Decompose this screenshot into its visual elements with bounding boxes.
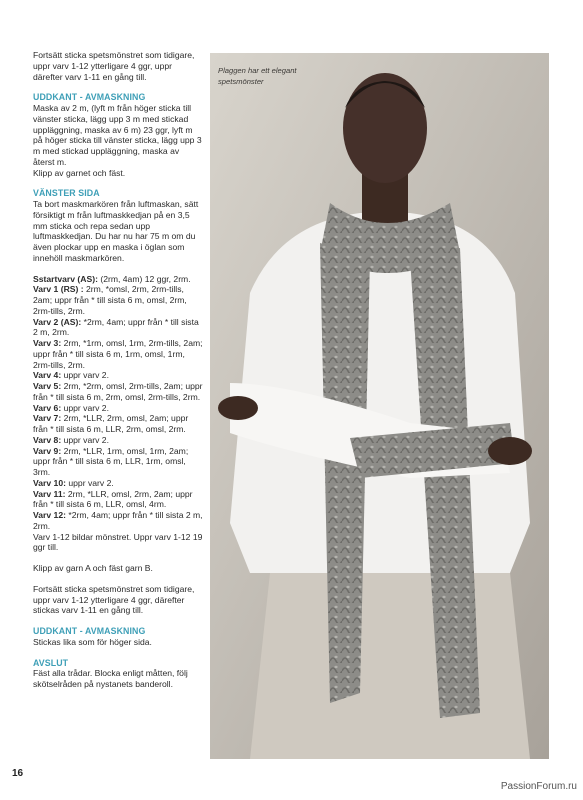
row-label: Varv 4: — [33, 370, 62, 381]
row-text: *2rm, 4am; uppr från * till sista 2 m, 2rm. — [33, 316, 199, 338]
row-instruction — [33, 317, 203, 339]
left-side-paragraph: Ta bort maskmarkören från luftmaskan, sätt försiktigt m från luftmaskkedjan på en 3,5 mm sticka och repa sedan upp luftmaskkedjan. Du har nu har 75 m om du även plockar upp en maska i öglan som innehöll maskmarkören. — [33, 199, 199, 263]
row-label: Varv 12: — [33, 510, 66, 520]
row-text: uppr varv 2. — [65, 477, 114, 488]
row-text: 2rm, *omsl, 2rm, 2rm-tills, 2am; uppr från * till sista 6 m, omsl, 2rm, 2rm-tills, 2rm. — [33, 284, 187, 316]
row-label: Sstartvarv (AS): — [33, 273, 98, 284]
row-text: uppr varv 2. — [61, 434, 109, 445]
row-label: Varv 8: — [33, 434, 62, 445]
row-instruction — [33, 338, 203, 370]
row-text: uppr varv 2. — [61, 370, 109, 381]
edging-paragraph: Maska av 2 m, (lyft m från höger sticka till vänster sticka, lägg upp 3 m med stickad uppläggning, maska av 6 m) 23 ggr, lyft m på höger sticka till vänster sticka, lägg upp 3 m med stickad uppläggning, maska av återst m. — [33, 103, 202, 167]
edging-2-paragraph: Stickas lika som för höger sida. — [33, 636, 152, 647]
row-label: Varv 10: — [33, 477, 66, 488]
yarn-change-paragraph: Klipp av garn A och fäst garn B. — [33, 563, 153, 573]
row-instruction — [33, 274, 203, 285]
finish-paragraph: Fäst alla trådar. Blocka enligt måtten, följ skötselråden på nystanets banderoll. — [33, 668, 188, 689]
row-instruction — [33, 413, 203, 435]
row-label: Varv 7: — [33, 413, 62, 424]
row-instruction — [33, 478, 203, 489]
row-label: Varv 3: — [33, 338, 62, 348]
row-instruction — [33, 403, 203, 414]
row-text: (2rm, 4am) 12 ggr, 2rm. — [97, 273, 191, 284]
section-heading-edging: UDDKANT - AVMASKNING — [33, 92, 146, 103]
row-label: Varv 5: — [33, 381, 62, 391]
continue-paragraph: Fortsätt sticka spetsmönstret som tidigare, uppr varv 1-12 ytterligare 4 ggr, därefter stickas varv 1-11 en gång till. — [33, 583, 195, 616]
model-photo — [210, 53, 549, 759]
row-label: Varv 11: — [33, 488, 66, 499]
row-instruction — [33, 381, 203, 403]
row-text: 2rm, *1rm, omsl, 1rm, 2rm-tills, 2am; uppr från * till sista 6 m, 1rm, omsl, 1rm, 2rm-tills, 2rm. — [33, 338, 203, 370]
row-instruction — [33, 510, 203, 532]
row-text: *2rm, 4am; uppr från * till sista 2 m, 2rm. — [33, 510, 203, 531]
edging-paragraph-end: Klipp av garnet och fäst. — [33, 167, 126, 178]
section-heading-edging-2: UDDKANT - AVMASKNING — [33, 626, 146, 636]
repeat-paragraph: Varv 1-12 bildar mönstret. Uppr varv 1-12 19 ggr till. — [33, 531, 203, 553]
photo-caption: Plaggen har ett elegant spetsmönster — [218, 66, 297, 86]
row-label: Varv 9: — [33, 445, 62, 456]
page-number: 16 — [12, 768, 24, 779]
row-text: 2rm, *2rm, omsl, 2rm-tills, 2am; uppr från * till sista 6 m, 2rm, omsl, 2rm-tills, 2rm. — [33, 381, 203, 402]
row-label: Varv 2 (AS): — [33, 316, 82, 327]
row-instruction — [33, 489, 203, 511]
intro-paragraph: Fortsätt sticka spetsmönstret som tidigare, uppr varv 1-12 ytterligare 4 ggr, uppr därefter varv 1-11 en gång till. — [33, 50, 195, 82]
row-text: 2rm, *LLR, 1rm, omsl, 1rm, 2am; uppr från * till sista 6 m, LLR, 1rm, omsl, 3rm. — [33, 445, 189, 477]
pattern-text-column — [33, 50, 203, 690]
row-instruction — [33, 284, 203, 316]
row-label: Varv 6: — [33, 402, 62, 413]
section-heading-finish: AVSLUT — [33, 657, 69, 668]
row-instruction — [33, 446, 203, 478]
row-instruction — [33, 435, 203, 446]
row-text: 2rm, *LLR, 2rm, omsl, 2am; uppr från * till sista 6 m, LLR, 2rm, omsl, 2rm. — [33, 413, 189, 434]
row-instruction — [33, 370, 203, 381]
watermark: PassionForum.ru — [500, 781, 577, 792]
row-label: Varv 1 (RS) : — [33, 284, 84, 295]
section-heading-left-side: VÄNSTER SIDA — [33, 188, 100, 199]
model-illustration — [210, 53, 549, 759]
row-text: uppr varv 2. — [61, 402, 109, 413]
row-text: 2rm, *LLR, omsl, 2rm, 2am; uppr från * till sista 6 m, LLR, omsl, 4rm. — [33, 488, 193, 510]
